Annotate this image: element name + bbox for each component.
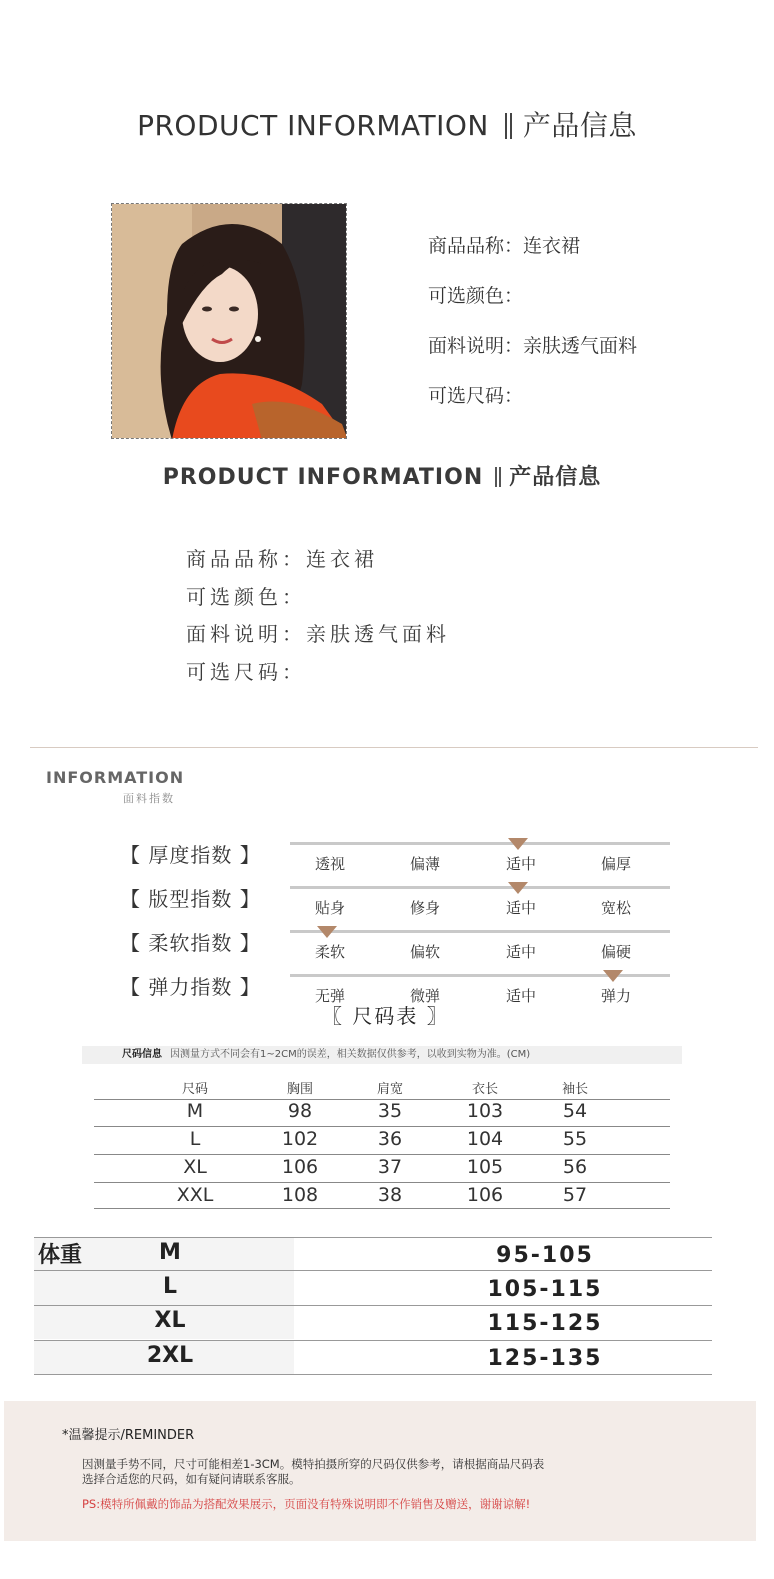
index-option: 偏薄 (409, 855, 440, 873)
reminder-line-1: 因测量手势不同，尺寸可能相差1-3CM。模特拍摄所穿的尺码仅供参考，请根据商品尺码表 (82, 1457, 545, 1471)
size-table-cell: 102 (281, 1128, 319, 1150)
size-table-cell: 36 (377, 1128, 403, 1150)
index-option: 宽松 (600, 899, 631, 917)
product-info-list-repeat (186, 545, 450, 695)
size-table-rule (94, 1126, 670, 1127)
title-en: PRODUCT INFORMATION (137, 109, 489, 142)
info-row-name: 商品品称：连衣裙 (186, 547, 378, 571)
size-table-cell: M (186, 1100, 204, 1122)
index-option: 透视 (314, 855, 345, 873)
index-marker (603, 970, 623, 982)
info-row-fabric: 面料说明：亲肤透气面料 (186, 622, 450, 646)
size-table-cell: 98 (287, 1100, 313, 1122)
index-label: 【 厚度指数 】 (120, 843, 261, 867)
index-option: 贴身 (314, 899, 345, 917)
index-option: 适中 (505, 855, 536, 873)
page-title (0, 104, 774, 144)
information-title: INFORMATION (46, 768, 185, 787)
reminder-title: *温馨提示/REMINDER (62, 1428, 195, 1443)
page-title-repeat (0, 460, 764, 491)
index-option: 适中 (505, 899, 536, 917)
size-table-cell: 105 (466, 1156, 504, 1178)
size-table-cell: 37 (377, 1156, 403, 1178)
info-row-size: 可选尺码： (186, 659, 306, 684)
title-separator (505, 113, 507, 139)
size-table-rule (94, 1154, 670, 1155)
title-cn: 产品信息 (522, 109, 637, 142)
index-option: 适中 (505, 987, 536, 1005)
weight-table-rule (34, 1305, 712, 1306)
reminder-ps: PS:模特所佩戴的饰品为搭配效果展示，页面没有特殊说明即不作销售及赠送，谢谢谅解! (82, 1497, 531, 1511)
size-table-header: 衣长 (471, 1082, 498, 1097)
title-en: PRODUCT INFORMATION (162, 465, 484, 490)
index-option: 偏厚 (600, 855, 631, 873)
size-table-cell: 35 (377, 1100, 403, 1122)
weight-size: L (162, 1274, 178, 1299)
size-note (82, 1046, 682, 1064)
size-table-cell: 103 (466, 1100, 504, 1122)
size-table-cell: 104 (466, 1128, 504, 1150)
info-row-color: 可选颜色： (186, 584, 306, 609)
index-marker (317, 926, 337, 938)
model-photo (111, 203, 347, 439)
size-table-header: 肩宽 (376, 1082, 403, 1097)
index-option: 弹力 (600, 987, 631, 1005)
information-subtitle: 面料指数 (123, 792, 175, 805)
weight-table-rule (34, 1270, 712, 1271)
weight-label: 体重 (38, 1243, 83, 1268)
info-row-fabric: 面料说明：亲肤透气面料 (428, 335, 638, 357)
size-note-text: 因测量方式不同会有1~2CM的误差，相关数据仅供参考，以收到实物为准。(CM) (170, 1049, 531, 1060)
weight-table-rule (34, 1237, 712, 1238)
weight-range: 105-115 (487, 1277, 603, 1302)
size-table-cell: 108 (281, 1184, 319, 1206)
size-table-header: 袖长 (561, 1082, 588, 1097)
product-info-list (428, 233, 637, 433)
size-table-cell: 56 (562, 1156, 588, 1178)
weight-range: 95-105 (496, 1243, 594, 1268)
index-label: 【 版型指数 】 (120, 887, 261, 911)
weight-table-rule (34, 1340, 712, 1341)
index-option: 适中 (505, 943, 536, 961)
size-table-cell: XXL (176, 1184, 214, 1206)
size-table-header: 胸围 (286, 1082, 313, 1097)
info-row-color: 可选颜色： (428, 285, 524, 307)
size-table-header: 尺码 (181, 1082, 208, 1097)
size-table-cell: L (189, 1128, 201, 1150)
index-marker (508, 882, 528, 894)
title-separator (495, 467, 497, 487)
index-option: 偏硬 (600, 943, 631, 961)
size-table-cell: 106 (466, 1184, 504, 1206)
size-table-cell: 106 (281, 1156, 319, 1178)
weight-range: 115-125 (487, 1311, 603, 1336)
index-label: 【 柔软指数 】 (120, 931, 261, 955)
weight-table-rule (34, 1374, 712, 1375)
size-table-cell: XL (183, 1156, 207, 1178)
size-table-cell: 38 (377, 1184, 403, 1206)
index-option: 无弹 (314, 987, 345, 1005)
title-cn: 产品信息 (509, 465, 602, 490)
size-chart-title: 〖 尺码表 〗 (322, 1004, 449, 1028)
index-scale-bar (290, 930, 670, 933)
size-table-rule (94, 1208, 670, 1209)
weight-range: 125-135 (487, 1346, 603, 1371)
weight-size: M (159, 1240, 181, 1265)
index-option: 柔软 (314, 943, 345, 961)
index-label: 【 弹力指数 】 (120, 975, 261, 999)
weight-size: 2XL (146, 1343, 194, 1368)
reminder-line-2: 选择合适您的尺码，如有疑问请联系客服。 (82, 1472, 301, 1486)
size-table-cell: 55 (562, 1128, 588, 1150)
index-marker (508, 838, 528, 850)
index-option: 微弹 (409, 987, 440, 1005)
section-divider (30, 747, 758, 748)
index-option: 偏软 (409, 943, 440, 961)
index-option: 修身 (409, 899, 440, 917)
size-note-label: 尺码信息 (122, 1049, 162, 1060)
size-table-cell: 54 (562, 1100, 588, 1122)
weight-size: XL (154, 1308, 186, 1333)
size-table-cell: 57 (562, 1184, 588, 1206)
size-table-rule (94, 1182, 670, 1183)
info-row-size: 可选尺码： (428, 385, 524, 407)
info-row-name: 商品品称：连衣裙 (428, 235, 581, 257)
index-scale-bar (290, 842, 670, 845)
index-scale-bar (290, 886, 670, 889)
